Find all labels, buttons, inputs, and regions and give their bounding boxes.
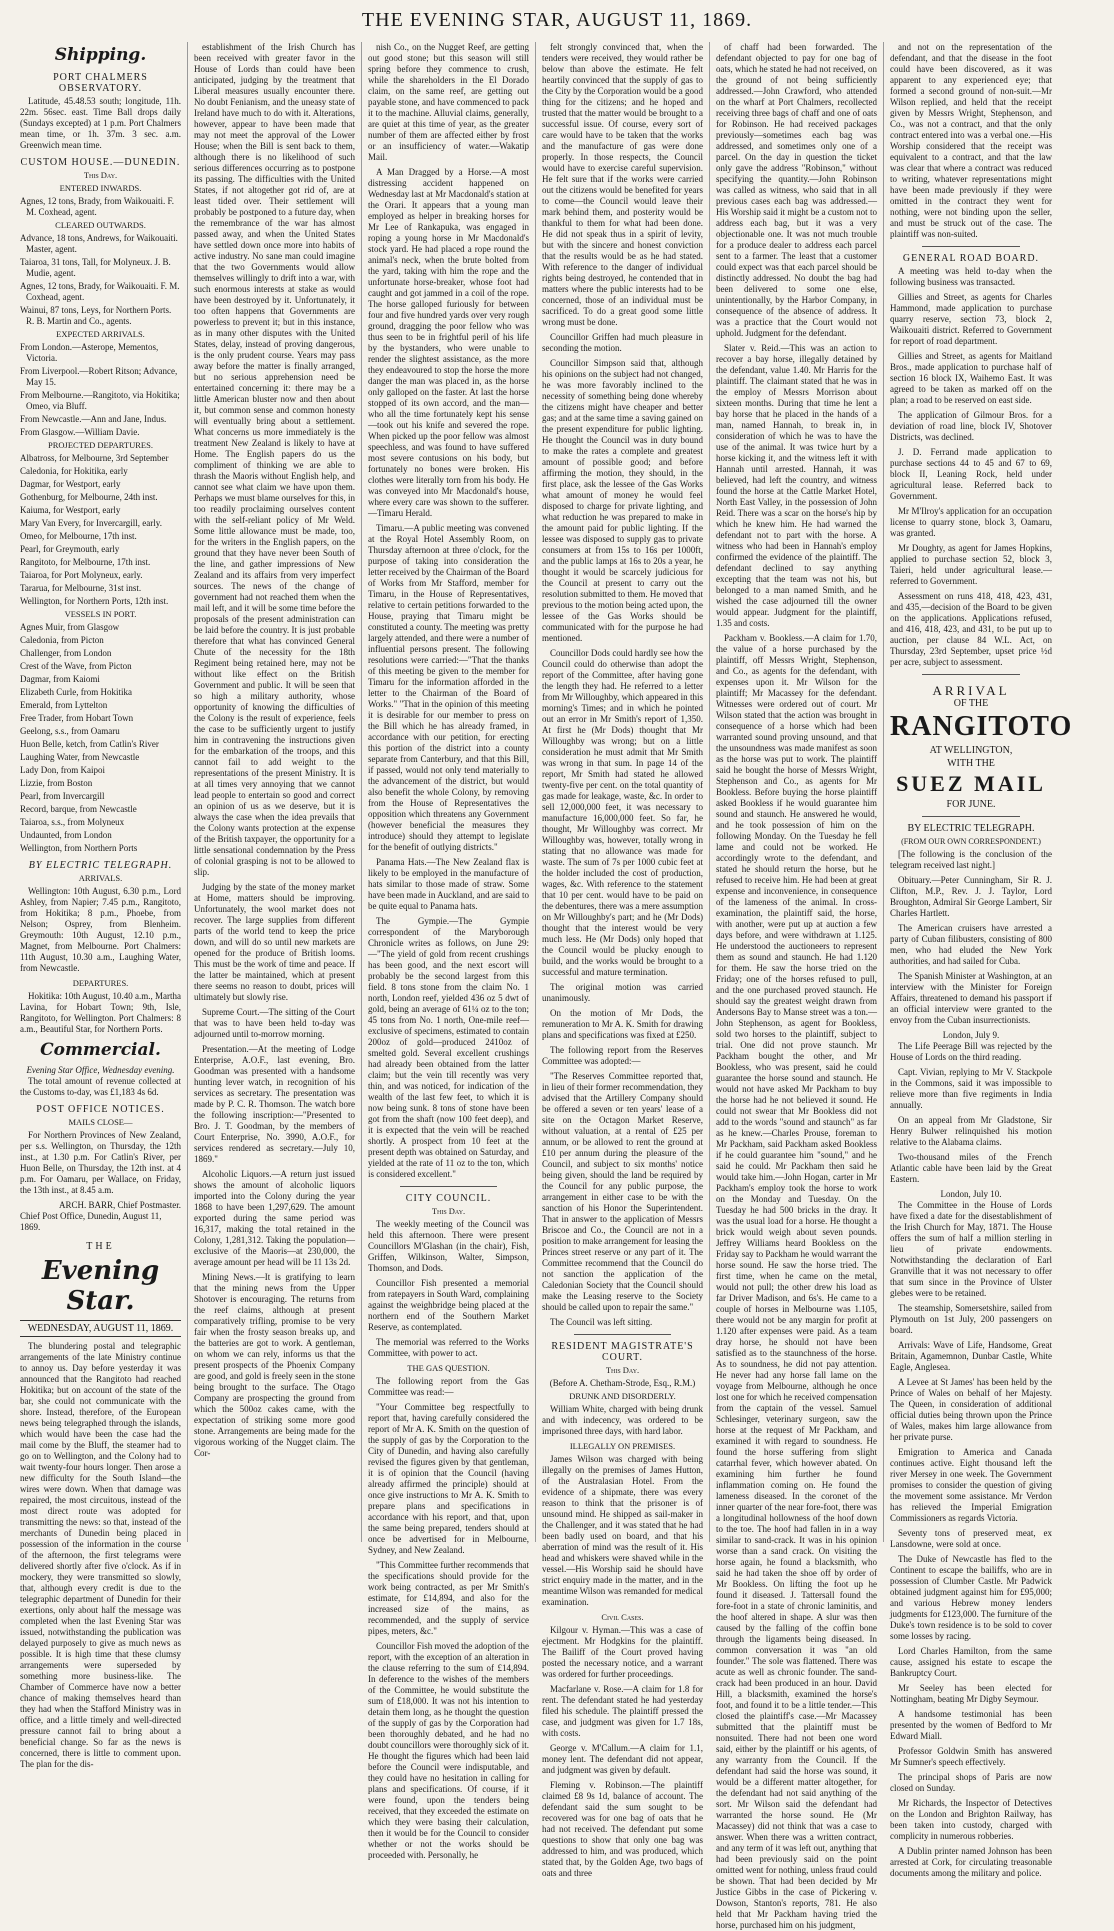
article-text: Mr M'Ilroy's application for an occupation license to quarry stone, block 3, Oamaru, was granted. — [890, 506, 1052, 538]
article-text: The application of Gilmour Bros. for a deviation of road line, block IV, Shotover Districts, was declined. — [890, 410, 1052, 442]
news-item: [The following is the conclusion of the telegram received last night.] — [890, 849, 1052, 870]
list-item: Dagmar, from Kaiomi — [20, 674, 100, 684]
entered-inwards-heading: ENTERED INWARDS. — [59, 183, 142, 193]
projected-departures-heading: PROJECTED DEPARTURES. — [48, 440, 153, 450]
article-text: establishment of the Irish Church has been received with greater favor in the House of Lords than could have been anticipated, judging by the treatment that Liberal measures usually encounter there. No doubt Fenianism, and the uneasy state of Ireland have much to do with it. Alterations, however, appear to have been made that may not meet the approval of the Lower House; when the Bill is sent back to them, although there is no likelihood of such serious differences occurring as to postpone its passing. The difficulties with the United States, if not altogether got rid of, are at least tided over. Their settlement will probably be postponed to a future day, when the remembrance of the war has almost passed away, and when the United States have settled down once more into habits of active industry. No sane man could imagine that the two Governments would allow themselves willingly to drift into a war, with such enormous interests at stake as would have been destroyed by it. Unfortunately, it too often happens that Governments are powerless to prevent it; but in this instance, as in many other disputes with the United States, delay, instead of proving dangerous, is the only prudent course. Years may pass away before the matter is finally arranged, but no serious apprehension need be entertained concerning it: there may be a little American bluster now and then about it, but common sense and common honesty will eventually bring about a settlement. What concerns us more immediately is the treatment New Zealand is likely to have at Home. The English papers do us the compliment of thinking we are able to thrash the Maoris without English help, and cannot see what claim we have upon them. Perhaps we must blame ourselves for this, in too readily proclaiming ourselves content with the self-reliant policy of Mr Weld. Some little allowance must be made, too, for the writers in the English papers, on the ground that they have never been South of the line, and gather impressions of New Zealand and its affairs from very imperfect sources. The news of the change of government had not reached them when the mail left, and it will be some time before the proposals of the present administration can be laid before the country. It is just probable therefore that what has convinced General Chute of the necessity for the 18th Regiment being retained here, may not be without like effect on the British Government and public. It will be seen that so high a military authority, whose opportunity of knowing the difficulties of the Colony is the result of experience, feels the case to be sufficiently urgent to justify him in contravening the instructions given for the embarkation of the troops, and this cannot fail to add weight to the representations of the present Ministry. It is at all times very annoying that we cannot lead people to entertain so good and correct an opinion of us as we deserve, but it is always the case when the idea prevails that the Colony wants protection at the expense of the British taxpayer, the opportunity for a little sensational condemnation by the Press of colonial grasping is not to be allowed to slip. — [194, 42, 355, 877]
news-item: Arrivals: Wave of Life, Handsome, Great Britain, Agamemnon, Dunbar Castle, White Eagle, Anglesea. — [890, 1340, 1052, 1372]
article-text: A Man Dragged by a Horse.—A most distressing accident happened on Wednesday last at Mr Macdonald's station at the Orari. It appears that a young man employed as helper in breaking horses for Mr Lee of Rankapuka, was engaged in roping a young horse in Mr Macdonald's stock yard. He had placed a rope round the animal's neck, when the brute bolted from the yard, taking with him the rope and the unfortunate horse-breaker, whose foot had caught and got jammed in a coil of the rope. The horse galloped furiously for between four and five hundred yards over very rough ground, dragging the poor fellow who was thus seen to be in frightful peril of his life by the bystanders, who were unable to render the slightest assistance, as the more they endeavoured to stop the horse the more danger the man was placed in, as the horse only galloped on the faster. At last the horse stopped of its own accord, and the man—who all the time fortunately kept his sense—took out his knife and severed the rope. When picked up the poor fellow was almost speechless, and was found to have suffered most severe contusions on his body, but fortunately no bones were broken. His clothes were literally torn from his body. He was conveyed into Mr Macdonald's house, where every care was shown to the sufferer.—Timaru Herald. — [368, 167, 529, 518]
news-item: Professor Goldwin Smith has answered Mr Sumner's speech effectively. — [890, 1746, 1052, 1767]
telegraph-departures-text: Hokitika: 10th August, 10.40 a.m., Martha Lavina, for Hobart Town; 9th, Isle, Rangitoto, for Wellington. Port Chalmers: 8 a.m., Beautiful Star, for Northern Ports. — [20, 991, 181, 1034]
article-text: nish Co., on the Nugget Reef, are getting out good stone; but this season will still spring before they commence to crush, while the shareholders in the El Dorado claim, on the same reef, are getting out payable stone, and have commenced to pack it to the machine. Alluvial claims, generally, are quiet at this time of year, as the greater number of them are affected either by frost or an insufficiency of water.—Wakatip Mail. — [368, 42, 529, 162]
editorial-text: The blundering postal and telegraphic arrangements of the late Ministry continue to annoy us. Day before yesterday it was announced that the Rangitoto had reached Hokitika; but on account of the state of the bar, she could not communicate with the shore. Instead, therefore, of the European news being telegraphed through the islands, which would have been the case had the mail come by the Bluff, the steamer had to go on to Wellington, and the Colony had to wait twenty-four hours longer. Then arose a new difficulty for the South Island—the wires were down. When that damage was repaired, the most circuitous, instead of the most direct route was adopted for transmitting the news: so that, instead of the merchants of Dunedin being placed in possession of the information in the course of the afternoon, the first telegrams were delivered shortly after five o'clock. As if in mockery, they were transmitted so slowly, that, although every credit is due to the telegraphic department of Dunedin for their exertions, only about half the message was completed when the last Evening Star was issued, notwithstanding the publication was delayed purposely to give as much news as possible. It is high time that these clumsy arrangements were superseded by something more business-like. The Chamber of Commerce have now a better chance of making themselves heard than they had when the Stafford Ministry was in office, and a little timely and well-directed pressure cannot fail to bring about a beneficial change. So far as the news is concerned, there is little to comment upon. The plan for the dis- — [20, 1341, 181, 1769]
article-text: Macfarlane v. Rose.—A claim for 1.8 for rent. The defendant stated he had yesterday filed his schedule. The plaintiff pressed the case, and judgment was given for 1.7 18s, with costs. — [542, 1684, 703, 1738]
news-item: Seventy tons of preserved meat, ex Lansdowne, were sold at once. — [890, 1528, 1052, 1549]
article-text: Councillor Fish presented a memorial from ratepayers in South Ward, complaining against the weighbridge being placed at the northern end of the Southern Market Reserve, as contemplated. — [368, 1278, 529, 1332]
the-label: THE — [86, 1241, 115, 1252]
news-item: Emigration to America and Canada continues active. Eight thousand left the river Mersey in one week. The Government promises to consider the question of giving the movement some assistance. Mr Verdon has relieved the Imperial Emigration Commissioners as regards Victoria. — [890, 1447, 1052, 1523]
article-text: Kilgour v. Hyman.—This was a case of ejectment. Mr Hodgkins for the plaintiff. The Bailiff of the Court proved having posted the necessary notice, and a warrant was ordered for further proceedings. — [542, 1625, 703, 1679]
article-text: Councillor Dods could hardly see how the Council could do otherwise than adopt the report of the Committee, after having gone the length they had. He referred to a letter from Mr Willoughby, which appeared in this morning's Times; and in which he pointed out an error in Mr Smith's report of 1,350. At first he (Mr Dods) thought that Mr Willoughby was wrong; but on a little consideration he must admit that Mr Smith was wrong in that sum. In page 14 of the report, Mr Smith had stated he allowed twenty-five per cent. on the total quantity of gas made for leakage, waste, &c. In order to sell 12,000,000 feet, it was necessary to manufacture 16,000,000 feet. So far, he thought, Mr Willoughby was correct. Mr Willoughby was, however, totally wrong in stating that no allowance was made for waste. The sum of 7s per 1000 cubic feet at the holder included the cost of production, wages, &c. With reference to the statement that 10 per cent. would have to be paid on the debentures, there was a mere assumption on Mr Willoughby's part; and he (Mr Dods) thought that the interest would be very much less. He (Mr Dods) only hoped that the Council would be plucky enough to build, and the works would be brought to a successful and mature termination. — [542, 648, 703, 977]
arrival-heading: ARRIVAL — [932, 683, 1010, 698]
list-item: Agnes, 12 tons, Brady, from Waikouaiti. F. M. Coxhead, agent. — [20, 196, 175, 217]
divider — [574, 1334, 671, 1335]
list-item: Emerald, from Lyttelton — [20, 700, 108, 710]
post-office-text: For Northern Provinces of New Zealand, per s.s. Wellington, on Thursday, the 12th inst., at 1.30 p.m. For Catlin's River, per Huon Belle, on Thursday, the 12th inst. at 4 p.m. For Oamaru, per Wallace, on Friday, the 13th inst., at 8.45 a.m. — [20, 1130, 181, 1195]
illegally-heading: ILLEGALLY ON PREMISES. — [569, 1441, 676, 1451]
article-text: The Council was left sitting. — [550, 1317, 653, 1327]
news-item: The Spanish Minister at Washington, at an interview with the Minister for Foreign Affairs, threatened to demand his passport if an official interview were granted to the envoy from the Cuban insurrectionists. — [890, 971, 1052, 1025]
list-item: Taiaroa, for Port Molyneux, early. — [20, 570, 143, 580]
civil-cases-heading: Civil Cases. — [601, 1612, 644, 1622]
divider — [922, 816, 1019, 817]
article-text: George v. M'Callum.—A claim for 1.1, money lent. The defendant did not appear, and judgment was given by default. — [542, 1743, 703, 1775]
divider — [400, 1186, 497, 1187]
shipping-heading: Shipping. — [54, 45, 147, 65]
list-item: Lady Don, from Kaipoi — [20, 765, 105, 775]
court-before: (Before A. Chetham-Strode, Esq., R.M.) — [549, 1378, 696, 1388]
list-item: Caledonia, from Picton — [20, 635, 104, 645]
for-june-label: FOR JUNE. — [946, 799, 996, 810]
list-item: Pearl, for Greymouth, early — [20, 544, 120, 554]
article-text: The following report from the Reserves Committee was adopted:— — [542, 1045, 703, 1066]
column-2 — [188, 42, 362, 1542]
article-text: Fleming v. Robinson.—The plaintiff claimed £8 9s 1d, balance of account. The defendant said the sum sought to be recovered was for one bag of oats that he had not received. The defendant put some questions to show that only one bag was addressed to him, and was produced, which stated that, by the Golden Age, two bags of oats and three — [542, 1780, 703, 1878]
masthead: THE EVENING STAR, AUGUST 11, 1869. — [361, 9, 753, 31]
list-item: Lizzie, from Boston — [20, 778, 93, 788]
telegraph-label: BY ELECTRIC TELEGRAPH. — [907, 823, 1035, 834]
news-item: The principal shops of Paris are now closed on Sunday. — [890, 1772, 1052, 1793]
gas-question-heading: THE GAS QUESTION. — [407, 1363, 490, 1373]
arrivals-heading: ARRIVALS. — [78, 873, 123, 883]
list-item: Challenger, from London — [20, 648, 112, 658]
news-item: Mr Richards, the Inspector of Detectives on the London and Brighton Railway, has been taken into custody, charged with complicity in numerous robberies. — [890, 1798, 1052, 1841]
suez-mail-heading: SUEZ MAIL — [896, 771, 1046, 796]
news-item: The steamship, Somersetshire, sailed from Plymouth on 1st July, 200 passengers on board. — [890, 1303, 1052, 1335]
divider — [922, 674, 1019, 675]
with-the-label: WITH THE — [947, 758, 995, 769]
telegraph-heading: BY ELECTRIC TELEGRAPH. — [28, 860, 173, 871]
list-item: Mary Van Every, for Invercargill, early. — [20, 518, 162, 528]
article-text: Mr Doughty, as agent for James Hopkins, applied to purchase section 52, block 3, Taieri, held under agricultural lease.—referred to Government. — [890, 543, 1052, 586]
court-day: This Day. — [605, 1365, 640, 1375]
list-item: Advance, 18 tons, Andrews, for Waikouaiti. Master, agent. — [20, 233, 178, 254]
commercial-heading: Commercial. — [40, 1040, 161, 1060]
list-item: Wellington, for Northern Ports, 12th inst. — [20, 596, 169, 606]
list-item: From London.—Asterope, Mementos, Victoria. — [20, 342, 159, 363]
news-item: A Levee at St James' has been held by the Prince of Wales on behalf of her Majesty. The Queen, in consideration of additional official duties being thrown upon the Prince of Wales, makes him large allowance from her private purse. — [890, 1377, 1052, 1442]
article-text: Gillies and Street, as agents for Maitland Bros., made application to purchase half of section 16 block IX, Waihemo East. It was agreed to be taken as marked off on the plan; a road to be reserved on east side. — [890, 351, 1052, 405]
article-text: Supreme Court.—The sitting of the Court that was to have been held to-day was adjourned until to-morrow morning. — [194, 1007, 355, 1039]
newspaper-page — [14, 42, 1104, 1930]
article-text: Slater v. Reid.—This was an action to recover a bay horse, illegally detained by the defendant, value 1.40. Mr Harris for the plaintiff. The claimant stated that he was in the employ of Messrs Morrison about sixteen months. During that time he lent a bay horse that he placed in the hands of a man, named Hannah, to break in, in consideration of which he was to have the use of the animal. It was twice hurt by a horse kicking it, and the witness left it with Hannah until arrested. Hannah, it was believed, had left the country, and witness found the horse at the Cattle Market Hotel, North East Valley, in the possession of John Reid. There was a scar on the horse's hip by which he knew him. He had warned the defendant not to part with the horse. A witness who had been in Hannah's employ confirmed the evidence of the plaintiff. The defendant declined to say anything excepting that the team was not his, but belonged to a man named Smith, and he wished the case adjourned till the owner would appear. Judgment for the plaintiff, 1.35 and costs. — [716, 343, 877, 628]
list-item: Huon Belle, ketch, from Catlin's River — [20, 739, 159, 749]
cleared-outwards-heading: CLEARED OUTWARDS. — [55, 220, 146, 230]
commercial-subheading: Evening Star Office, Wednesday evening. — [26, 1065, 175, 1075]
list-item: From Liverpool.—Robert Ritson; Advance, May 15. — [20, 366, 178, 387]
council-day: This Day. — [431, 1206, 466, 1216]
article-text: The weekly meeting of the Council was held this afternoon. There were present Councillors M'Glashan (in the chair), Fish, Griffen, Wilkinson, Walter, Simpson, Thomson, and Dods. — [368, 1219, 529, 1273]
news-item: Capt. Vivian, replying to Mr V. Stackpole in the Commons, said it was impossible to relieve more than five regiments in India annually. — [890, 1067, 1052, 1110]
column-1 — [14, 42, 188, 1769]
news-item: The Duke of Newcastle has fled to the Continent to escape the bailiffs, who are in possession of Clumber Castle. Mr Padwick obtained judgment against him for £95,000; and various Hebrew money lenders judgments for £123,000. The furniture of the Duke's town residence is to be sold to cover some losses by racing. — [890, 1554, 1052, 1641]
list-item: Record, barque, from Newcastle — [20, 804, 137, 814]
news-item: A Dublin printer named Johnson has been arrested at Cork, for circulating treasonable documents among the military and police. — [890, 1846, 1052, 1878]
news-item: The American cruisers have arrested a party of Cuban filibusters, consisting of 800 men, who had eluded the New York authorities, and had sailed for Cuba. — [890, 923, 1052, 966]
rangitoto-heading: RANGITOTO — [890, 711, 1073, 742]
news-item: Two-thousand miles of the French Atlantic cable have been laid by the Great Eastern. — [890, 1152, 1052, 1184]
list-item: Rangitoto, for Melbourne, 17th inst. — [20, 557, 151, 567]
list-item: Taiaroa, s.s., from Molyneux — [20, 817, 125, 827]
article-text: of chaff had been forwarded. The defendant objected to pay for one bag of oats, which he stated he had not received, on the ground of not being sufficiently addressed.—John Crawford, who attended on the wharf at Port Chalmers, recollected receiving three bags of chaff and one of oats for Robinson. He had received packages previously—sometimes each bag was addressed, and sometimes only one of a parcel. On the day in question the ticket only gave the address "Robinson," without specifying the quantity.—John Robinson was called as witness, who said that in all previous cases each bag was addressed.—His Worship said it might be a custom not to address each bag, but it was a very objectionable one. It was not much trouble for a produce dealer to address each parcel sent to a farmer. The least that a customer could expect was that each parcel should be distinctly addressed. No doubt the bag had been delivered to some one else, unintentionally, by the Harbor Company, in consequence of the absence of address. It was a practice that the Court would not uphold. Judgment for the defendant. — [716, 42, 877, 338]
news-item: Mr Seeley has been elected for Nottingham, beating Mr Digby Seymour. — [890, 1683, 1052, 1704]
list-item: Taiaroa, 31 tons, Tall, for Molyneux. J. B. Mudie, agent. — [20, 257, 171, 278]
article-text: felt strongly convinced that, when the tenders were received, they would rather be below than above the estimate. He felt heartily convinced that the supply of gas to the City by the Corporation would be a good thing for the citizens; and he hoped and trusted that the matter would be brought to a successful issue. Of course, every sort of care would have to be taken that the works and the manufacture of gas were done properly. In those respects, the Council would have to exercise careful supervision. He felt sure that if the works were carried out the citizens would be benefited for years to come—the Council would leave their mark behind them, and posterity would be thankful to them for what had been done. He did not speak thus in a spirit of levity, but with the sincere and honest conviction that the results would be as he had stated. With reference to the danger of individual rights being destroyed, he contended that in matters where the public interests had to be concerned, those of an individual must be sacrificed. To do a great good some little wrong must be done. — [542, 42, 703, 327]
road-board-heading: GENERAL ROAD BOARD. — [902, 253, 1040, 264]
column-5 — [710, 42, 884, 1930]
list-item: Undaunted, from London — [20, 830, 112, 840]
article-text: Councillor Griffen had much pleasure in seconding the motion. — [542, 332, 703, 353]
mails-close-label: MAILS CLOSE— — [68, 1117, 133, 1127]
telegraph-arrivals-text: Wellington: 10th August, 6.30 p.m., Lord Ashley, from Napier; 7.45 p.m., Rangitoto, from Hokitika; 8 p.m., Phoebe, from Nelson; Osprey, from Blenheim. Greymouth: 10th August, 12.10 p.m., Magnet, from Melbourne. Port Chalmers: 11th August, 10.30 a.m., Laughing Water, from Newcastle. — [20, 886, 181, 973]
news-item: Lord Charles Hamilton, from the same cause, assigned his estate to escape the Bankruptcy Court. — [890, 1646, 1052, 1678]
article-text: Councillor Simpson said that, although his opinions on the subject had not changed, he was more favorably inclined to the necessity of something being done whereby the citizens might have cheaper and better gas; and at the same time a saving gained on the present expenditure for public lighting. He thought the Council was in duty bound to make the rates a complete and greatest amount of possible good; and before affirming the motion, they should, in the first place, ask the lessee of the Gas Works what amount of money he would feel disposed to charge for private lighting, and what reduction he was prepared to make in the amount paid for public lighting. If the lessee was disposed to supply gas to private consumers at from 15s to 16s per 1000ft, and the public lamps at 16s to 20s a year, he thought it would be scarcely judicious for the Council at present to carry out the resolution submitted to them. He moved that previous to the motion being acted upon, the lessee of the Gas Works should be communicated with for the purpose he had mentioned. — [542, 358, 703, 643]
customs-heading: CUSTOM HOUSE.—DUNEDIN. — [20, 157, 181, 168]
list-item: Crest of the Wave, from Picton — [20, 661, 132, 671]
list-item: From Melbourne.—Rangitoto, via Hokitika; Omeo, via Bluff. — [20, 390, 180, 411]
at-wellington-label: AT WELLINGTON, — [929, 745, 1013, 756]
list-item: Kaiuma, for Westport, early — [20, 505, 121, 515]
article-text: "Your Committee beg respectfully to report that, having carefully considered the report of Mr A. K. Smith on the question of the supply of gas by the Corporation to the City of Dunedin, and having also carefully revised the figures given by that gentleman, it is of opinion that the Council (having already affirmed the principle) should at once give instructions to Mr A. K. Smith to prepare plans and specifications in accordance with his report, and that, upon the same being prepared, tenders should at once be advertised for in Melbourne, Sydney, and New Zealand. — [368, 1402, 529, 1555]
list-item: Caledonia, for Hokitika, early — [20, 466, 128, 476]
list-item: Laughing Water, from Newcastle — [20, 752, 140, 762]
dateline-london: London, July 10. — [940, 1189, 1002, 1199]
post-office-heading: POST OFFICE NOTICES. — [36, 1104, 165, 1115]
article-text: "This Committee further recommends that the specifications should provide for the work being contracted, as per Mr Smith's estimate, for £14,894, and also for the increased size of the mains, as recommended, and the supply of service pipes, meters, &c." — [368, 1560, 529, 1636]
list-item: Dagmar, for Westport, early — [20, 479, 121, 489]
drunk-heading: DRUNK AND DISORDERLY. — [569, 1391, 676, 1401]
article-text: Mining News.—It is gratifying to learn that the mining news from the Upper Shotover is encouraging. The returns from the reef claims, although at present comparatively trifling, promise to be very fair when the frosty season breaks up, and the batteries are got to work. A gentleman, on whom we can rely, informs us that the present prospects of the Phoenix Company are good, and gold is freely seen in the stone being brought to the surface. The Otago Company are prospecting the ground from which the 500oz cakes came, with the expectation of striking some more good stone. Arrangements are being made for the vigorous working of the Nugget claim. The Cor- — [194, 1272, 355, 1458]
departures-heading: DEPARTURES. — [72, 978, 129, 988]
column-3 — [362, 42, 536, 1860]
article-text: James Wilson was charged with being illegally on the premises of James Hutton, of the Australasian Hotel. From the evidence of a shipmate, there was every reason to think that the prisoner is of unsound mind. He shipped as sail-maker in the Challenger, and it was stated that he had been badly used on board, and that his aberration of mind was the result of it. His head and whiskers were shaved while in the vessel.—His Worship said he should have strict enquiry made in the matter, and in the meantime Wilson was remanded for medical examination. — [542, 1454, 703, 1607]
observatory-text: Latitude, 45.48.53 south; longitude, 11h. 22m. 56sec. east. Time Ball drops daily (Sundays excepted) at 1 p.m. Port Chalmers mean time, or 1h. 37m. 3 sec. a.m. Greenwich mean time. — [20, 96, 181, 150]
correspondent-label: (FROM OUR OWN CORRESPONDENT.) — [901, 837, 1041, 846]
article-text: Gillies and Street, as agents for Charles Hammond, made application to purchase quarry reserve, section 73, block 2, Waikouaiti district. Referred to Government for report of road department. — [890, 292, 1052, 346]
list-item: Tararua, for Melbourne, 31st inst. — [20, 583, 142, 593]
article-text: Judging by the state of the money market at Home, matters should be improving. Unfortunately, the wool market does not recover. The large supplies from different parts of the world tend to keep the price down, and will do so until new markets are opened for the produce of British looms. This must be the work of time and peace. If the latter be maintained, which at present there seems no reason to doubt, prices will ultimately but slowly rise. — [194, 882, 355, 1002]
vessels-in-port-heading: VESSELS IN PORT. — [64, 609, 137, 619]
list-item: Albatross, for Melbourne, 3rd September — [20, 453, 169, 463]
article-text: On the motion of Mr Dods, the remuneration to Mr A. K. Smith for drawing plans and specifications was fixed at £250. — [542, 1008, 703, 1040]
article-text: The Gympie.—The Gympie correspondent of the Maryborough Chronicle writes as follows, on June 29:—"The yield of gold from recent crushings has been good, and the next escort will probably be the second largest from this field. 8 tons stone from the claim No. 1 north, London reef, yielded 436 oz 5 dwt of gold, being an average of 61¼ oz to the ton; 45 tons from No. 1 north, One-mile reef—exclusive of specimens, estimated to contain 200oz of gold—produced 2410oz of smelted gold. Several excellent crushings had already been obtained from the latter claim; but the vein till recently was very thin, and was noticed, for indication of the wealth of the last few feet, to which it is now being sunk. 8 tons of stone have been got from the shaft (now 100 feet deep), and it is expected that the vein will be reached shortly. A prospect from 10 feet at the present depth was obtained on Saturday, and yielded at the rate of 11 oz to the ton, which is considered excellent." — [368, 916, 529, 1179]
of-the-label: OF THE — [953, 698, 989, 709]
column-4 — [536, 42, 710, 1878]
this-day-label: This Day. — [83, 170, 118, 180]
evening-star-title: Evening Star. — [41, 1256, 160, 1316]
article-text: J. D. Ferrand made application to purchase sections 44 to 45 and 67 to 69, block II, Leaning Rock, held under agricultural lease. Referred back to Government. — [890, 447, 1052, 501]
column-6 — [884, 42, 1073, 1878]
list-item: Pearl, from Invercargill — [20, 791, 105, 801]
news-item: Obituary.—Peter Cunningham, Sir R. J. Clifton, M.P., Rev. J. J. Taylor, Lord Broughton, Admiral Sir George Lambert, Sir Charles Hartlett. — [890, 875, 1052, 918]
list-item: Wellington, from Northern Ports — [20, 843, 138, 853]
council-heading: CITY COUNCIL. — [405, 1193, 492, 1204]
article-text: Assessment on runs 418, 418, 423, 431, and 435,—decision of the Board to be given on the applications. Applications refused, and 416, 418, 423, and 431, to be put up to auction, per clause 84 W.L. Act, on Thursday, 23rd September, upset price ½d per acre, subject to assessment. — [890, 591, 1052, 667]
article-text: Panama Hats.—The New Zealand flax is likely to be employed in the manufacture of hats similar to those made of straw. Some have been made in Auckland, and are said to be quite equal to Panama hats. — [368, 857, 529, 911]
article-text: The memorial was referred to the Works Committee, with power to act. — [368, 1337, 529, 1358]
article-text: Alcoholic Liquors.—A return just issued shows the amount of alcoholic liquors imported into the Colony during the year 1868 to have been 1,297,629. The amount exported during the same period was 16,317, making the total retained in the Colony, 1,281,312. Taking the population—exclusive of the Maoris—at 230,000, the average amount per head will be 11 13s 2d. — [194, 1169, 355, 1267]
list-item: Geelong, s.s., from Oamaru — [20, 726, 120, 736]
list-item: Agnes, 12 tons, Brady, for Waikouaiti. F. M. Coxhead, agent. — [20, 281, 180, 302]
article-text: and not on the representation of the defendant, and that the disease in the foot could have been discovered, as it was apparent to any experienced eye; that formed a second ground of non-suit.—Mr Wilson replied, and held that the receipt given by Messrs Wright, Stephenson, and Co., was not a contract, and that the only contract entered into was a verbal one.—His Worship considered that the receipt was equivalent to a contract, and that the law was clear that where a contract was reduced to writing, whatever representations might have been made previously if they were omitted in the contract they went for nothing, were not binding upon the seller, and must be struck out of the case. The plaintiff was non-suited. — [890, 42, 1052, 239]
list-item: Agnes Muir, from Glasgow — [20, 622, 120, 632]
list-item: Elizabeth Curle, from Hokitika — [20, 687, 132, 697]
news-item: The Life Peerage Bill was rejected by the House of Lords on the third reading. — [890, 1041, 1052, 1062]
post-footer: Chief Post Office, Dunedin, August 11, 1869. — [20, 1211, 162, 1232]
news-item: On an appeal from Mr Gladstone, Sir Henry Bulwer relinquished his motion relative to the Alabama claims. — [890, 1115, 1052, 1147]
commercial-text: The total amount of revenue collected at the Customs to-day, was £1,183 4s 6d. — [20, 1076, 181, 1097]
court-heading: RESIDENT MAGISTRATE'S COURT. — [551, 1341, 694, 1363]
article-text: Timaru.—A public meeting was convened at the Royal Hotel Assembly Room, on Thursday afternoon at three o'clock, for the purpose of taking into consideration the letter received by the Chairman of the Board of Works from Mr Stafford, member for Timaru, in the House of Representatives, relative to certain petitions forwarded to the House, praying that Timaru might be constituted a county. The meeting was pretty largely attended, and there were a number of influential persons present. The following resolutions were carried:—"That the thanks of this meeting be given to the member for Timaru for the information afforded in the letter to the Chairman of the Board of Works." "That in the opinion of this meeting it is desirable for our member to press on the Bill which he has already framed, in accordance with our petition, for erecting this portion of the district into a county separate from Canterbury, and that this Bill, if passed, would not only tend materially to the advancement of the district, but would also benefit the whole Colony, by removing from the House of Representatives the opposition which threatens any Government (however beneficial the measures they introduce) should they attempt to legislate for the benefit of outlying districts." — [368, 523, 529, 852]
list-item: Free Trader, from Hobart Town — [20, 713, 134, 723]
article-text: Presentation.—At the meeting of Lodge Enterprise, A.O.F., last evening, Bro. Goodman was presented with a handsome hunting lever watch, in recognition of his services as secretary. The presentation was made by P. C. R. Thomson. The watch bore the following inscription:—"Presented to Bro. J. T. Goodman, by the members of Court Enterprise, No. 3990, A.O.F., for services rendered as secretary.—July 10, 1869." — [194, 1044, 355, 1164]
list-item: From Glasgow.—William Davie. — [20, 427, 140, 437]
article-text: A meeting was held to-day when the following business was transacted. — [890, 266, 1052, 287]
dateline-london: London, July 9. — [942, 1030, 1000, 1040]
divider — [922, 246, 1019, 247]
news-item: The Committee in the House of Lords have fixed a date for the disestablishment of the Irish Church for May, 1871. The House offers the sum of half a million sterling in lieu of private endowments. Notwithstanding the declaration of Earl Granville that it was not necessary to offer that sum since in the Province of Ulster glebes were to be retained. — [890, 1200, 1052, 1298]
article-text: The original motion was carried unanimously. — [542, 982, 703, 1003]
list-item: Wainui, 87 tons, Leys, for Northern Ports. R. B. Martin and Co., agents. — [20, 305, 172, 326]
dateline: WEDNESDAY, AUGUST 11, 1869. — [20, 1320, 181, 1337]
observatory-heading: PORT CHALMERS OBSERVATORY. — [53, 72, 148, 94]
list-item: From Newcastle.—Ann and Jane, Indus. — [20, 414, 167, 424]
list-item: Gothenburg, for Melbourne, 24th inst. — [20, 492, 158, 502]
article-text: William White, charged with being drunk and with indecency, was ordered to be imprisoned three days, with hard labor. — [542, 1404, 703, 1436]
article-text: "The Reserves Committee reported that, in lieu of their former recommendation, they advised that the Artillery Company should be offered a seven or ten years' lease of a site on the Octagon Market Reserve, without valuation, at a rental of £25 per annum, or be allowed to rent the ground at £10 per annum during the pleasure of the Council, and subject to six months' notice being given, should the land be required by the Council for any public purpose, the arrangement in either case to be with the sanction of his Honor the Superintendent. That in answer to the application of Messrs Briscoe and Co., the Council are not in a position to make arrangement for leasing the Princes street reserve or any part of it. The Committee recommend that the Council do not sanction the application of the Caledonian Society that the Council should make the Leasing reserve to the Society should be called upon to repair the same." — [542, 1071, 703, 1312]
article-text: Packham v. Bookless.—A claim for 1.70, the value of a horse purchased by the plaintiff, off Messrs Wright, Stephenson, and Co., as agents for the defendant, with expenses upon it. Mr Wilson for the plaintiff; Mr Macassey for the defendant. Witnesses were ordered out of court. Mr Wilson stated that the action was brought in consequence of a horse which had been warranted sound proving unsound, and that the unsoundness was made manifest as soon as the horse was put to work. The plaintiff said he bought the horse of Messrs Wright, Stephenson and Co., as agents for Mr Bookless. Before buying the horse plaintiff asked Bookless if he would guarantee him sound and staunch. He answered he would, and he took possession of him on the following Monday. On the Tuesday he fell lame and could not be worked. He accordingly wrote to the defendant, and stated he should return the horse, but he refused to receive him. He had been at great expense and inconvenience, in consequence of the lameness of the animal. In cross-examination, the plaintiff said, the horse, with another, were put up at auction a few days before, and were withdrawn at 1.125. He understood the auctioneers to represent them as sound and staunch. He had 1.120 for them. He saw the horse tried on the Friday; one of the horses refused to pull, and the one purchased proved staunch. He should say the greatest weight drawn from Andersons Bay to Manse street was a ton.—John Stephenson, as agent for Bookless, sold two horses to the plaintiff, subject to trial. One did not prove staunch. Mr Packham bought the other, and Mr Bookless, who was present, said he could guarantee the horse sound and staunch. He would not have asked Mr Packham to buy the horse had he not believed it sound. He could not swear that Mr Bookless did not add to the words "sound and staunch" as far as he knew.—Charles Prouse, foreman to Mr Packham, said Packham asked Bookless if he could guarantee him "sound," and he said he could. Mr Packham then said he would take him.—John Hogan, carter in Mr Packham's employ took the horse to work on the Monday and Tuesday. On the Tuesday he had 500 bricks in the dray. It was the usual load for a horse. He thought a brick would weigh about seven pounds. Jeffrey Williams heard Bookless on the Friday say to Packham he would warrant the horse sound. He saw the horse tried. The first time, when he came on the metal, would not pull; the other drew his load as far Driver Madison, and 6s's. He came to a couple of horses in Melbourne was 1.105, there would not be any margin for profit at 1.120 after expenses were paid. As a team dray horse, he should not have been satisfied as to the staunchness of the horse. As to soundness, he did not pay attention. He never had any horse fall lame on the voyage from Melbourne, although he once lost one for which he received compensation from the captain of the vessel. Samuel Schlesinger, veterinary surgeon, saw the horse at the request of Mr Packham, and examined it with regard to soundness. He found the horse suffering from slight catarrhal fever, which however abated. On examining him further he found inflammation coming on. He found the lameness diseased. In the coronet of the inner quarter of the near fore-foot, there was a longitudinal hollowness of the hoof down to the toe. The hoof had fallen in in a way similar to sand-crack. It was in his opinion worse than a sand crack. On visiting the horse again, he found a blacksmith, who said he had taken the shoe off by order of Mr Bookless. On lifting the foot up he found it diseased. J. Tattersall found the fore-foot in a state of chronic laminitis, and the hoof altered in shape. A slur was then caused by the falling of the coffin bone through the ligaments being diseased. In common conversation it was "an old founder." The sole was flattened. There was acute as well as chronic founder. The sand-crack had been produced in an hour. David Hill, a blacksmith, examined the horse's foot, and found it to be a little tender.—This closed the plaintiff's case.—Mr Macassey submitted that the plaintiff must be nonsuited. There had not been one word said, either by the plaintiff or his agents, of any warranty from the Council. If the defendant had said the horse was sound, it would be a different matter altogether, for the defendant had not said anything of the sort. Mr Wilson said the defendant had warranted the horse sound. He (Mr Macassey) did not think that was a case to answer. When there was a written contract, and any term of it was left out, anything that had been previously said on the point omitted went for nothing, unless fraud could be shown. That had been decided by Mr Justice Gibbs in the case of Pickering v. Dowson, Stanton's reports, 781. He also held that Mr Packham having tried the horse, purchased him on his judgment, — [716, 633, 877, 1930]
expected-arrivals-heading: EXPECTED ARRIVALS. — [56, 329, 145, 339]
news-item: A handsome testimonial has been presented by the women of Bedford to Mr Edward Miall. — [890, 1709, 1052, 1741]
post-signature: ARCH. BARR, Chief Postmaster. — [58, 1200, 181, 1210]
article-text: The following report from the Gas Committee was read:— — [368, 1376, 529, 1397]
article-text: Councillor Fish moved the adoption of the report, with the exception of an alteration in the clause referring to the sum of £14,894. In deference to the wishes of the members of the Committee, he would substitute the sum of £18,000. It was not his intention to detain them long, as he thought the question of the supply of gas by the Corporation had been thoroughly debated, and he had no doubt councillors were thoroughly sick of it. He thought the figures which had been laid before the Council were indisputable, and they could have no hesitation in calling for plans and specifications. Of course, if it were found, upon the tenders being received, that they exceeded the estimate on which they were basing their calculation, then it would be for the Council to consider whether or not the works should be proceeded with. Personally, he — [368, 1641, 529, 1860]
list-item: Omeo, for Melbourne, 17th inst. — [20, 531, 137, 541]
